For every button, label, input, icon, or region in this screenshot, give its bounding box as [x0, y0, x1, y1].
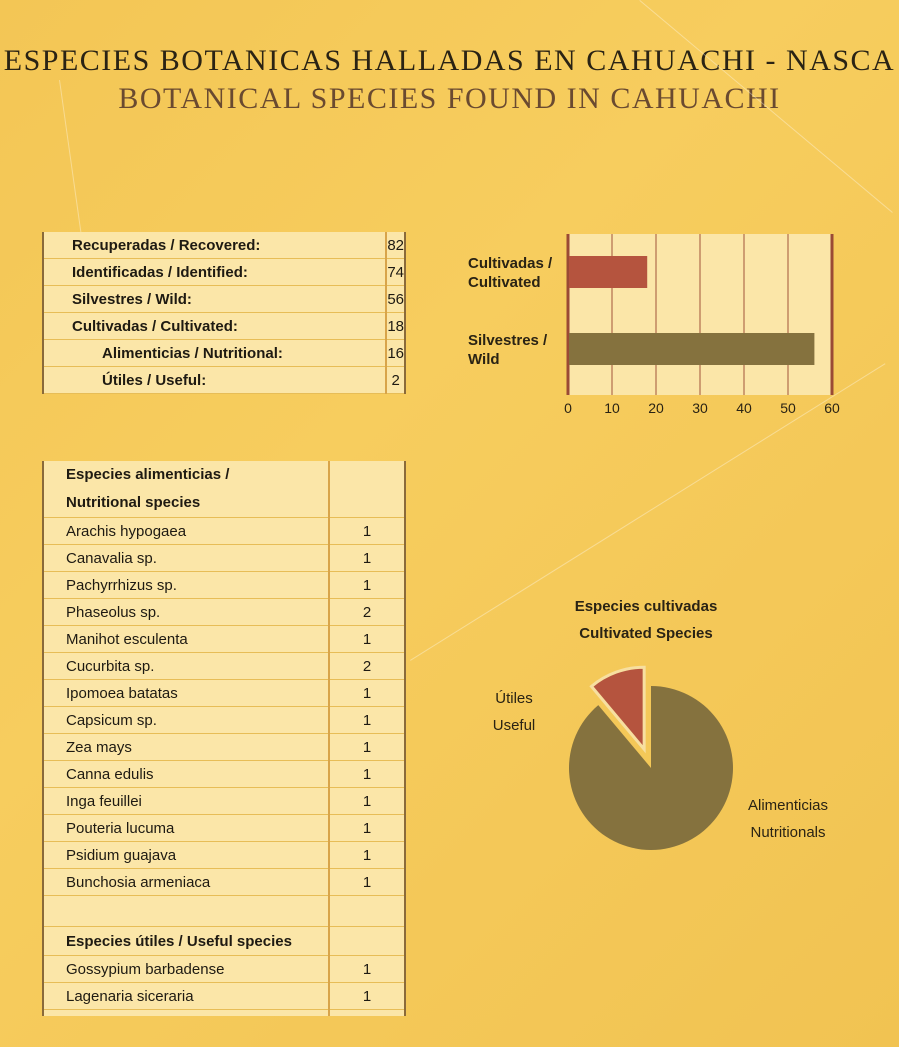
species-row: [43, 707, 405, 734]
species-row: [43, 545, 405, 572]
category-label: Cultivated: [468, 274, 541, 291]
species-row: [43, 734, 405, 761]
x-tick-label: 0: [564, 400, 572, 416]
pie-slice-nutritional: [569, 686, 733, 850]
nutritional-header-count: [329, 461, 405, 518]
species-row: [43, 572, 405, 599]
bottom-cell: [43, 1010, 329, 1017]
species-name: Canna edulis: [43, 761, 329, 788]
species-count: 1: [329, 869, 405, 896]
summary-value: 56: [386, 286, 405, 313]
species-row: [43, 653, 405, 680]
species-name: Lagenaria siceraria: [43, 983, 329, 1010]
bar-chart: [460, 230, 860, 430]
nutritional-header-line-2: Nutritional species: [66, 494, 201, 511]
summary-value: 82: [386, 232, 405, 259]
species-name: Gossypium barbadense: [43, 956, 329, 983]
category-label: Cultivadas /: [468, 255, 553, 272]
species-name: Inga feuillei: [43, 788, 329, 815]
summary-table: [42, 232, 406, 394]
species-name: Zea mays: [43, 734, 329, 761]
summary-value: 16: [386, 340, 405, 367]
summary-row: [43, 286, 405, 313]
species-row: [43, 842, 405, 869]
species-row: [43, 599, 405, 626]
page-subtitle: BOTANICAL SPECIES FOUND IN CAHUACHI: [118, 82, 781, 115]
nutritional-header: [43, 461, 329, 518]
species-name: Cucurbita sp.: [43, 653, 329, 680]
summary-label: Útiles / Useful:: [43, 367, 386, 394]
species-name: Pachyrrhizus sp.: [43, 572, 329, 599]
species-name: Pouteria lucuma: [43, 815, 329, 842]
x-tick-label: 40: [736, 400, 752, 416]
species-count: 1: [329, 815, 405, 842]
useful-header-count: [329, 927, 405, 956]
species-count: 1: [329, 518, 405, 545]
species-count: 1: [329, 956, 405, 983]
species-name: Arachis hypogaea: [43, 518, 329, 545]
summary-row: [43, 232, 405, 259]
species-name: Capsicum sp.: [43, 707, 329, 734]
species-row: [43, 680, 405, 707]
summary-label: Silvestres / Wild:: [43, 286, 386, 313]
spacer-row: [43, 896, 405, 927]
summary-value: 18: [386, 313, 405, 340]
species-count: 1: [329, 680, 405, 707]
useful-header-row: [43, 927, 405, 956]
species-row: [43, 869, 405, 896]
species-count: 1: [329, 707, 405, 734]
species-count: 1: [329, 842, 405, 869]
summary-row: [43, 340, 405, 367]
summary-row: [43, 259, 405, 286]
summary-label: Recuperadas / Recovered:: [43, 232, 386, 259]
bottom-cell: [329, 1010, 405, 1017]
spacer-cell: [329, 896, 405, 927]
spacer-cell: [43, 896, 329, 927]
summary-row: [43, 367, 405, 394]
useful-species-row: [43, 983, 405, 1010]
species-row: [43, 788, 405, 815]
summary-row: [43, 313, 405, 340]
species-row: [43, 626, 405, 653]
species-name: Bunchosia armeniaca: [43, 869, 329, 896]
nutritional-header-line-1: Especies alimenticias /: [66, 466, 230, 483]
species-count: 1: [329, 788, 405, 815]
species-row: [43, 761, 405, 788]
x-tick-label: 20: [648, 400, 664, 416]
species-name: Phaseolus sp.: [43, 599, 329, 626]
bar-wild: [569, 333, 814, 365]
species-count: 1: [329, 545, 405, 572]
species-count: 1: [329, 734, 405, 761]
table-bottom-row: [43, 1010, 405, 1017]
species-row: [43, 815, 405, 842]
species-count: 1: [329, 626, 405, 653]
species-row: [43, 518, 405, 545]
x-tick-label: 30: [692, 400, 708, 416]
pie-label-useful: Useful: [492, 717, 536, 734]
x-tick-label: 50: [780, 400, 796, 416]
species-name: Ipomoea batatas: [43, 680, 329, 707]
species-name: Psidium guajava: [43, 842, 329, 869]
summary-value: 74: [386, 259, 405, 286]
category-label: Silvestres /: [468, 332, 548, 349]
category-label: Wild: [468, 351, 500, 368]
pie-chart: [470, 590, 870, 860]
useful-species-row: [43, 956, 405, 983]
summary-value: 2: [386, 367, 405, 394]
pie-title-line-2: Cultivated Species: [579, 625, 713, 642]
page-title: ESPECIES BOTANICAS HALLADAS EN CAHUACHI - NASCA: [3, 44, 896, 77]
pie-label-nutritional: Nutritionals: [750, 824, 826, 841]
species-table: [42, 461, 406, 1016]
x-tick-label: 10: [604, 400, 620, 416]
summary-label: Identificadas / Identified:: [43, 259, 386, 286]
summary-label: Cultivadas / Cultivated:: [43, 313, 386, 340]
species-count: 2: [329, 599, 405, 626]
species-name: Manihot esculenta: [43, 626, 329, 653]
bar-cultivated: [569, 256, 647, 288]
species-count: 1: [329, 983, 405, 1010]
species-name: Canavalia sp.: [43, 545, 329, 572]
species-count: 2: [329, 653, 405, 680]
species-count: 1: [329, 761, 405, 788]
summary-label: Alimenticias / Nutritional:: [43, 340, 386, 367]
useful-header: Especies útiles / Useful species: [43, 927, 329, 956]
pie-label-nutritional: Alimenticias: [747, 797, 829, 814]
pie-title-line-1: Especies cultivadas: [574, 598, 718, 615]
nutritional-header-row: [43, 461, 405, 518]
species-count: 1: [329, 572, 405, 599]
x-tick-label: 60: [824, 400, 840, 416]
pie-label-useful: Útiles: [495, 690, 533, 707]
